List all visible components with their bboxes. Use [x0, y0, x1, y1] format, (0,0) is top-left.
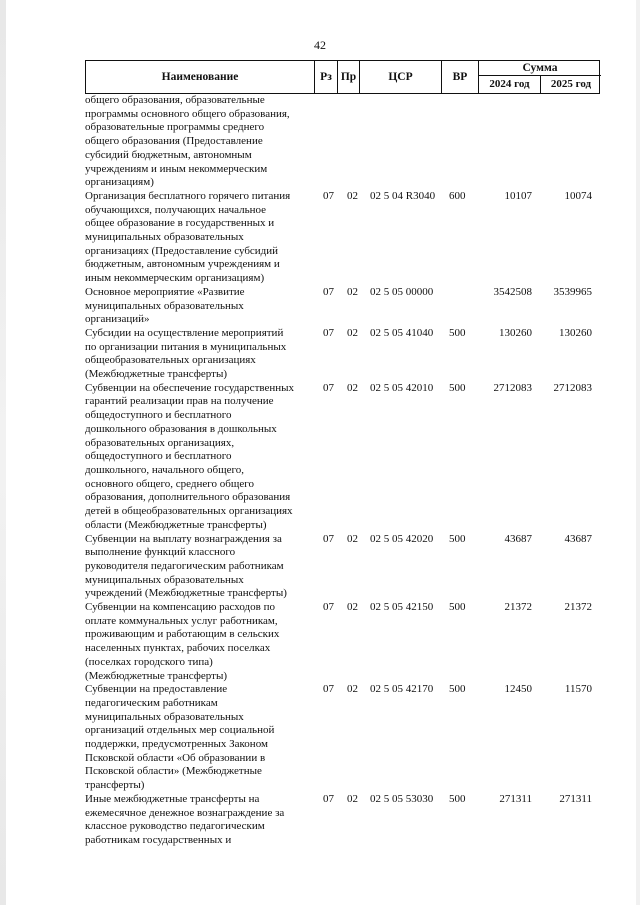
row-vr: 500 [449, 532, 466, 545]
table-row [85, 683, 605, 793]
header-pr: Пр [338, 61, 360, 93]
row-name-line: Псковской области «Об образовании в [85, 751, 266, 764]
row-rz: 07 [323, 532, 334, 545]
row-name-line: выполнение функций классного [85, 546, 236, 559]
row-csr: 02 5 05 42010 [370, 381, 434, 394]
row-name-line: (Межбюджетные трансферты) [85, 368, 227, 381]
row-name-line: Субвенции на предоставление [85, 683, 228, 696]
row-name [85, 94, 313, 190]
scan-edge-left [0, 0, 6, 905]
row-pr: 02 [347, 381, 358, 394]
row-csr: 02 5 05 42170 [370, 683, 434, 696]
row-rz: 07 [323, 381, 334, 394]
row-name-line: Субвенции на выплату вознаграждения за [85, 532, 282, 545]
row-csr: 02 5 05 41040 [370, 326, 434, 339]
row-name-line: населенных пунктах, рабочих поселках [85, 642, 271, 655]
row-rz: 07 [323, 189, 334, 202]
row-name [85, 327, 313, 382]
row-name-line: образовательные программы среднего [85, 121, 265, 134]
row-name-line: образования, дополнительного образования [85, 491, 291, 504]
table-row [85, 533, 605, 602]
table-body [85, 94, 605, 848]
row-rz: 07 [323, 326, 334, 339]
row-vr: 500 [449, 326, 466, 339]
table-row [85, 286, 605, 327]
row-name-line: Организация бесплатного горячего питания [85, 189, 291, 202]
row-name-line: общего образования (Предоставление [85, 135, 263, 148]
row-name-line: по организации питания в муниципальных [85, 340, 287, 353]
scan-edge-right [636, 0, 640, 905]
row-name-line: работникам государственных и [85, 833, 232, 846]
row-name-line: программы основного общего образования, [85, 107, 290, 120]
row-amount-2024: 43687 [504, 532, 532, 545]
row-amount-2025: 3539965 [553, 285, 592, 298]
row-name-line: ежемесячное денежное вознаграждение за [85, 806, 285, 819]
row-pr: 02 [347, 285, 358, 298]
header-name: Наименование [86, 61, 315, 93]
row-amount-2024: 2712083 [493, 381, 532, 394]
row-name-line: муниципальных образовательных [85, 573, 244, 586]
row-name-line: дошкольного, начального общего, [85, 463, 244, 476]
row-rz: 07 [323, 792, 334, 805]
row-name-line: муниципальных образовательных [85, 710, 244, 723]
row-pr: 02 [347, 326, 358, 339]
row-name-line: проживающим и работающим в сельских [85, 628, 280, 641]
row-name-line: классное руководство педагогическим [85, 820, 265, 833]
row-pr: 02 [347, 601, 358, 614]
row-amount-2025: 10074 [564, 189, 592, 202]
table-row [85, 190, 605, 286]
row-name-line: области (Межбюджетные трансферты) [85, 518, 267, 531]
row-vr: 500 [449, 381, 466, 394]
row-amount-2025: 130260 [559, 326, 592, 339]
header-sum [479, 61, 601, 93]
row-name-line: общее образование в государственных и [85, 217, 275, 230]
row-rz: 07 [323, 285, 334, 298]
row-name-line: организациям) [85, 176, 154, 189]
row-name-line: гарантий реализации прав на получение [85, 395, 274, 408]
row-name-line: учреждений (Межбюджетные трансферты) [85, 587, 287, 600]
row-name-line: (Межбюджетные трансферты) [85, 669, 227, 682]
row-csr: 02 5 05 42150 [370, 601, 434, 614]
row-name-line: организациях (Предоставление субсидий [85, 244, 279, 257]
row-name-line: общедоступного и бесплатного [85, 450, 232, 463]
row-csr: 02 5 05 53030 [370, 792, 434, 805]
row-amount-2024: 21372 [504, 601, 532, 614]
row-vr: 500 [449, 683, 466, 696]
table-row [85, 793, 605, 848]
row-name-line: образовательных организациях, [85, 436, 235, 449]
row-name-line: педагогическим работникам [85, 696, 218, 709]
page-number: 42 [314, 38, 326, 52]
row-amount-2024: 271311 [499, 792, 532, 805]
row-vr: 500 [449, 792, 466, 805]
row-name-line: общеобразовательных организациях [85, 354, 256, 367]
header-sum-title: Сумма [479, 61, 601, 76]
row-name-line: муниципальных образовательных [85, 299, 244, 312]
table-header [85, 60, 600, 94]
row-name [85, 382, 313, 533]
row-name [85, 683, 313, 793]
row-name-line: обучающихся, получающих начальное [85, 203, 267, 216]
row-name-line: Субсидии на осуществление мероприятий [85, 326, 284, 339]
row-name-line: организаций отдельных мер социальной [85, 724, 275, 737]
row-name [85, 533, 313, 602]
row-name-line: Субвенции на обеспечение государственных [85, 381, 295, 394]
row-name-line: Основное мероприятие «Развитие [85, 285, 245, 298]
row-name-line: Псковской области» (Межбюджетные [85, 765, 262, 778]
row-name-line: руководителя педагогическим работникам [85, 559, 284, 572]
row-name-line: организаций» [85, 313, 150, 326]
header-year-2025: 2025 год [550, 78, 592, 90]
row-name [85, 190, 313, 286]
row-name-line: поддержки, предусмотренных Законом [85, 738, 268, 751]
row-amount-2025: 11570 [564, 683, 592, 696]
row-amount-2025: 271311 [559, 792, 592, 805]
row-amount-2024: 10107 [504, 189, 532, 202]
row-name-line: Иные межбюджетные трансферты на [85, 792, 260, 805]
row-name [85, 601, 313, 683]
row-name-line: иным некоммерческим организациям) [85, 272, 265, 285]
table-row [85, 94, 605, 190]
row-name-line: трансферты) [85, 779, 145, 792]
row-name-line: муниципальных образовательных [85, 231, 244, 244]
row-rz: 07 [323, 683, 334, 696]
row-pr: 02 [347, 189, 358, 202]
row-vr: 500 [449, 601, 466, 614]
row-name-line: бюджетным, автономным учреждениям и [85, 258, 280, 271]
table-row [85, 601, 605, 683]
header-year-2024: 2024 год [479, 76, 541, 93]
row-csr: 02 5 05 42020 [370, 532, 434, 545]
row-name-line: дошкольного образования в дошкольных [85, 422, 277, 435]
row-name-line: общего образования, образовательные [85, 94, 265, 106]
row-amount-2024: 3542508 [493, 285, 532, 298]
table-row [85, 382, 605, 533]
header-vr: ВР [442, 61, 479, 93]
header-csr: ЦСР [360, 61, 442, 93]
row-amount-2025: 21372 [564, 601, 592, 614]
row-pr: 02 [347, 532, 358, 545]
row-vr: 600 [449, 189, 466, 202]
row-rz: 07 [323, 601, 334, 614]
row-amount-2025: 2712083 [553, 381, 592, 394]
row-name-line: оплате коммунальных услуг работникам, [85, 614, 278, 627]
row-name [85, 793, 313, 848]
row-name-line: учреждениям и иным некоммерческим [85, 162, 268, 175]
table-row [85, 327, 605, 382]
row-name-line: основного общего, среднего общего [85, 477, 254, 490]
row-csr: 02 5 05 00000 [370, 285, 434, 298]
row-pr: 02 [347, 792, 358, 805]
row-amount-2024: 12450 [504, 683, 532, 696]
row-pr: 02 [347, 683, 358, 696]
row-name [85, 286, 313, 327]
row-name-line: Субвенции на компенсацию расходов по [85, 601, 275, 614]
row-amount-2024: 130260 [499, 326, 532, 339]
row-csr: 02 5 04 R3040 [370, 189, 436, 202]
row-name-line: субсидий бюджетным, автономным [85, 148, 252, 161]
header-rz: Рз [315, 61, 338, 93]
row-amount-2025: 43687 [564, 532, 592, 545]
row-name-line: детей в общеобразовательных организациях [85, 505, 293, 518]
row-name-line: общедоступного и бесплатного [85, 409, 232, 422]
row-name-line: (поселках городского типа) [85, 655, 213, 668]
